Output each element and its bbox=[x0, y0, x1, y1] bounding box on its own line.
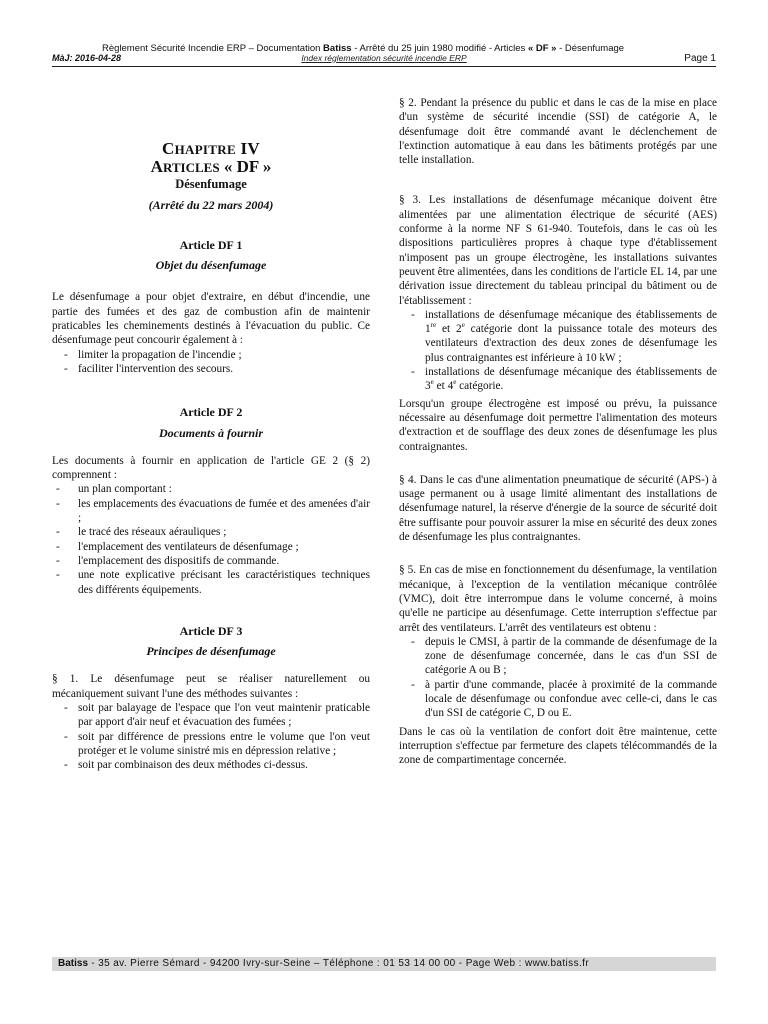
title-part: Règlement Sécurité Incendie ERP – Documentation bbox=[101, 43, 324, 54]
article-df3-title: Article DF 3 bbox=[179, 623, 243, 638]
df1-list bbox=[52, 348, 370, 377]
df3-p2: § 2. Pendant la présence du public et dans le cas de la mise en place d'un système de sécurité incendie (SSI) de catégorie A, le désenfumage doit être commandé avant le déclenchement de l'extinction automatique à eau dans les bâtiments protégés par une telle installation. bbox=[399, 97, 717, 167]
articles-caps: RTICLES bbox=[162, 160, 220, 176]
page-number: Page 1 bbox=[684, 53, 716, 64]
list-item: - les emplacements des évacuations de fumée et des amenées d'air ; bbox=[52, 497, 370, 526]
df3-p5-intro: § 5. En cas de mise en fonctionnement du désenfumage, la ventilation mécanique, à l'exception de la ventilation mécanique contrôlée (VMC), doit être interrompue dans le volume concerné, à moins qu'elle ne participe au désenfumage. Cette interruption s'effectue par arrêt des ventilateurs. L'arrêt des ventilateurs est obtenu : bbox=[399, 564, 717, 634]
item-text: catégorie dont la puissance totale des moteurs des ventilateurs d'extraction des deux zones de désenfumage les plus contraignantes est inférieure à 10 kW ; bbox=[425, 323, 718, 364]
article-df2-title: Article DF 2 bbox=[179, 405, 243, 420]
list-item: - soit par combinaison des deux méthodes ci-dessus. bbox=[52, 758, 370, 772]
superscript: re bbox=[430, 321, 437, 330]
list-item: - limiter la propagation de l'incendie ; bbox=[52, 348, 370, 362]
df3-p3-intro: § 3. Les installations de désenfumage mécanique doivent être alimentées par une alimentation électrique de sécurité (AES) conforme à la norme NF S 61-940. Toutefois, dans le cas où les dispositions particulières propres à chaque type d'établissement n'imposent pas un groupe électrogène, les installations suivantes peuvent être alimentées, dans les conditions de l'article EL 14, par une dérivation issue directement du tableau principal du bâtiment ou de l'établissement : bbox=[399, 194, 717, 307]
df1-intro: Le désenfumage a pour objet d'extraire, en début d'incendie, une partie des fumées et des gaz de combustion afin de maintenir praticables les cheminements destinés à l'évacuation du public. Ce désenfumage peut concourir également à : bbox=[52, 291, 370, 347]
left-column bbox=[52, 96, 370, 773]
superscript: e bbox=[430, 378, 434, 387]
article-df3-subtitle: Principes de désenfumage bbox=[146, 644, 276, 659]
df2-intro: Les documents à fournir en application de l'article GE 2 (§ 2) comprennent : bbox=[52, 454, 370, 482]
chapter-roman: IV bbox=[235, 139, 260, 158]
list-item: - faciliter l'intervention des secours. bbox=[52, 362, 370, 376]
df3-p5-list bbox=[399, 635, 717, 721]
footer-brand: Batiss bbox=[58, 958, 89, 969]
list-item: - depuis le CMSI, à partir de la commande de désenfumage de la zone de désenfumage concernée, dans le cas d'un SSI de catégorie A ou B ; bbox=[399, 635, 717, 678]
superscript: e bbox=[461, 321, 465, 330]
list-item: - le tracé des réseaux aérauliques ; bbox=[52, 525, 370, 539]
item-text: installations de désenfumage mécanique des établissements de 3 bbox=[425, 366, 717, 393]
df3-p1-list bbox=[52, 701, 370, 772]
footer-contact: - 35 av. Pierre Sémard - 94200 Ivry-sur-Seine – Téléphone : 01 53 14 00 00 - Page Web : www.batiss.fr bbox=[88, 958, 590, 969]
chapter-subtitle: Désenfumage bbox=[175, 177, 247, 192]
article-df1-subtitle: Objet du désenfumage bbox=[155, 258, 267, 273]
header-divider bbox=[52, 66, 716, 67]
df3-p3-list bbox=[399, 308, 717, 394]
list-item: - une note explicative précisant les caractéristiques techniques des différents équipements. bbox=[52, 568, 370, 597]
list-item bbox=[399, 308, 717, 365]
df2-list bbox=[52, 482, 370, 596]
list-item: - l'emplacement des dispositifs de commande. bbox=[52, 554, 370, 568]
chapter-initial: C bbox=[162, 139, 175, 158]
df3-p5-end: Dans le cas où la ventilation de confort doit être maintenue, cette interruption s'effectue par fermeture des clapets télécommandés de la zone de compartimentage concernée. bbox=[399, 725, 717, 767]
df3-p4: § 4. Dans le cas d'une alimentation pneumatique de sécurité (APS-) à usage permanent ou à usage limité alimentant des installations de désenfumage naturel, la réserve d'énergie de la source de sécurité doit être suffisante pour pouvoir assurer la mise en sécurité des deux zones de désenfumage les plus contraignantes. bbox=[399, 473, 717, 544]
list-item: - l'emplacement des ventilateurs de désenfumage ; bbox=[52, 540, 370, 554]
article-df1-title: Article DF 1 bbox=[179, 237, 243, 252]
index-link[interactable]: Index réglementation sécurité incendie ERP bbox=[301, 53, 467, 63]
page-footer bbox=[52, 957, 716, 971]
page-header bbox=[0, 0, 768, 70]
chapter-caps: HAPITRE bbox=[174, 142, 236, 157]
articles-tag: « DF » bbox=[219, 157, 272, 177]
update-date: MàJ: 2016-04-28 bbox=[52, 53, 122, 63]
article-df2-subtitle: Documents à fournir bbox=[158, 425, 264, 440]
superscript: e bbox=[453, 378, 457, 387]
title-part: - Arrêté du 25 juin 1980 modifié - Articles bbox=[351, 43, 528, 54]
list-item: - soit par balayage de l'espace que l'on veut maintenir praticable par apport d'air neuf et évacuation des fumées ; bbox=[52, 701, 370, 730]
df3-p1-intro: § 1. Le désenfumage peut se réaliser naturellement ou mécaniquement suivant l'une des méthodes suivantes : bbox=[52, 673, 370, 700]
item-text: installations de désenfumage mécanique des établissements de 1 bbox=[425, 308, 717, 336]
right-column bbox=[399, 96, 717, 767]
title-part: - Désenfumage bbox=[556, 43, 625, 54]
chapter-number bbox=[52, 139, 370, 158]
list-item bbox=[399, 365, 717, 394]
list-item: - soit par différence de pressions entre le volume que l'on veut protéger et le volume sinistré mis en dépression relative ; bbox=[52, 730, 370, 759]
list-item: - un plan comportant : bbox=[52, 482, 370, 496]
chapter-date: (Arrêté du 22 mars 2004) bbox=[148, 197, 274, 212]
articles-initial: A bbox=[150, 157, 163, 177]
item-text: et 2 bbox=[436, 323, 462, 336]
title-articles: « DF » bbox=[527, 43, 557, 54]
list-item: - à partir d'une commande, placée à proximité de la commande locale de désenfumage ou confondue avec celle-ci, dans le cas d'un SSI de catégorie C, D ou E. bbox=[399, 678, 717, 721]
title-brand: Batiss bbox=[323, 43, 352, 54]
chapter-articles bbox=[52, 157, 370, 177]
item-text: catégorie. bbox=[456, 380, 504, 393]
df3-p3-end: Lorsqu'un groupe électrogène est imposé ou prévu, la puissance nécessaire au désenfumage doit permettre l'alimentation des moteurs d'extraction et de soufflage des deux zones de désenfumage les plus contraignantes. bbox=[399, 397, 717, 453]
item-text: et 4 bbox=[433, 380, 454, 393]
